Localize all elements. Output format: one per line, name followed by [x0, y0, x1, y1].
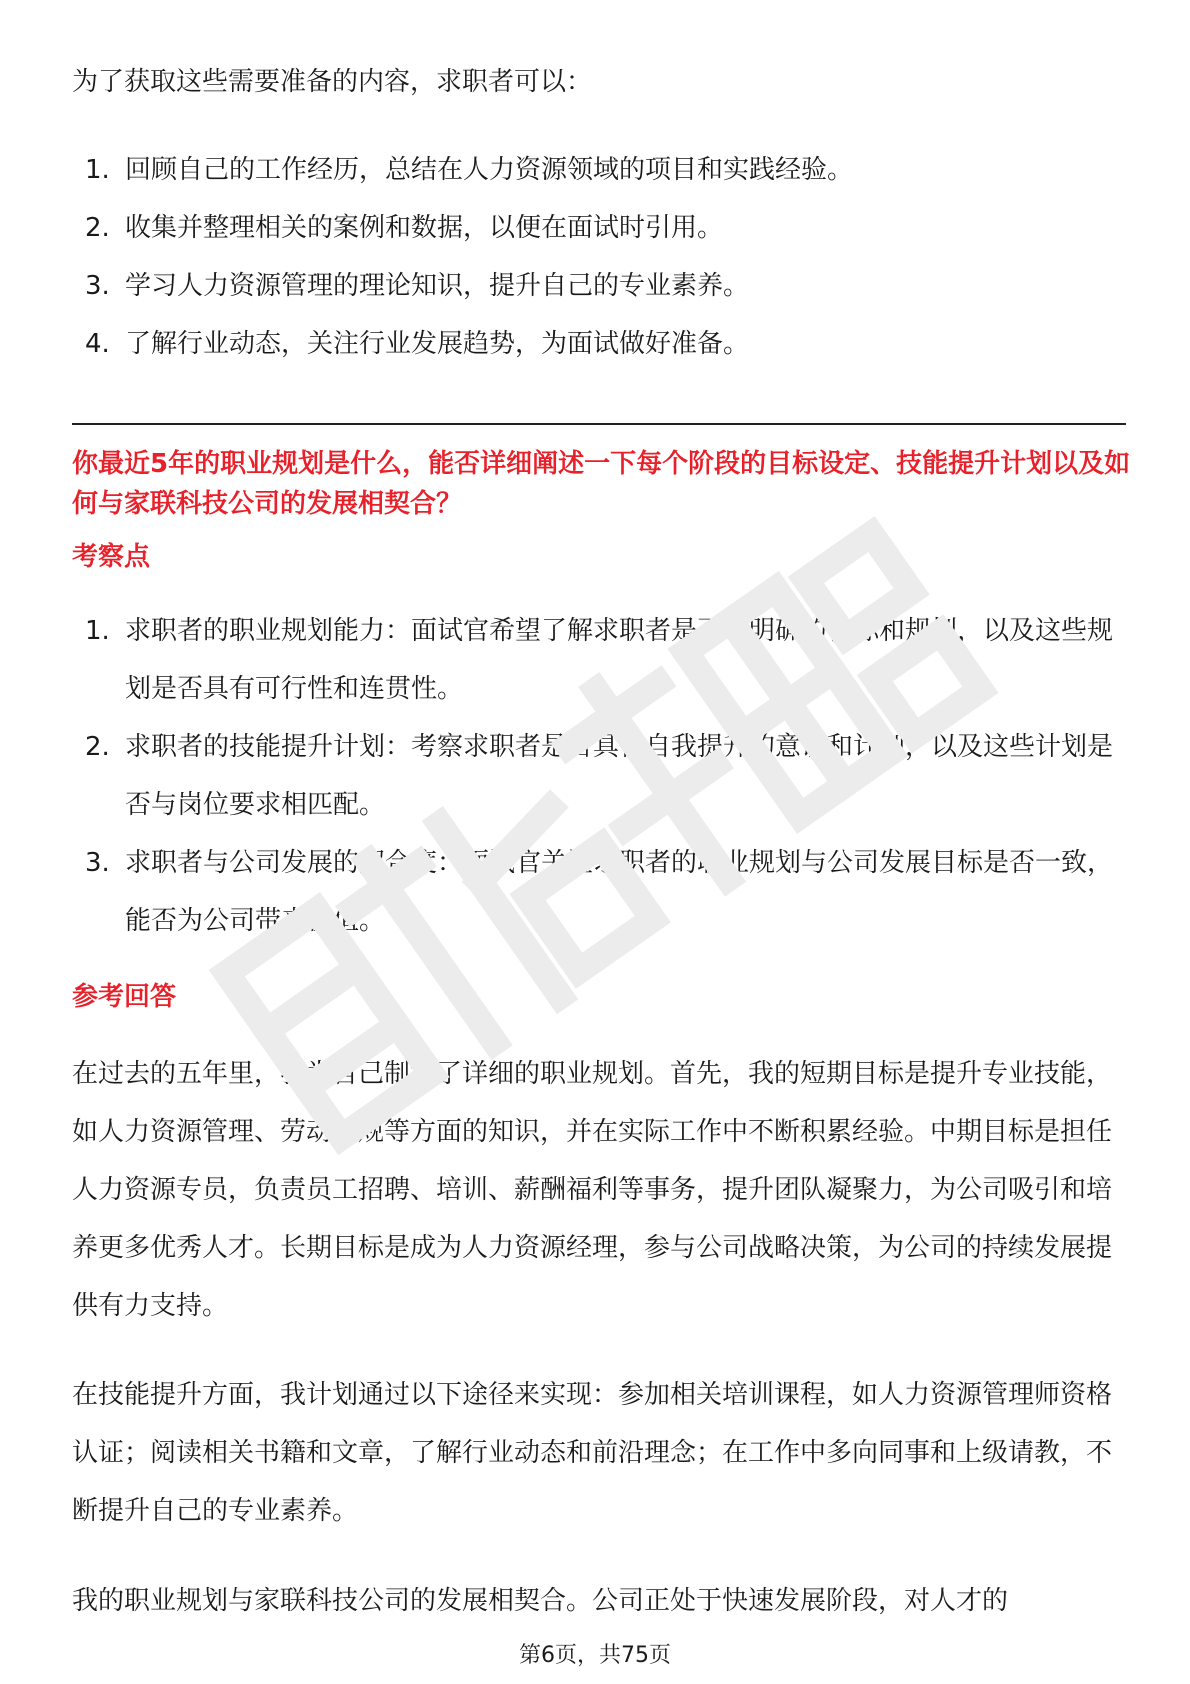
list-item [72, 257, 1132, 315]
list-text: 回顾自己的工作经历，总结在人力资源领域的项目和实践经验。 [125, 155, 854, 185]
list-number: 1. [85, 155, 110, 185]
question-heading: 你最近5年的职业规划是什么，能否详细阐述一下每个阶段的目标设定、技能提升计划以及如何与家联科技公司的发展相契合？ [72, 449, 1131, 519]
list-text: 了解行业动态，关注行业发展趋势，为面试做好准备。 [125, 329, 750, 359]
kaocha-heading: 考察点 [72, 542, 151, 572]
list-text: 求职者的职业规划能力：面试官希望了解求职者是否有明确的目标和规划，以及这些规划是否具有可行性和连贯性。 [125, 616, 1114, 704]
list-item [72, 834, 1132, 950]
list-number: 4. [85, 329, 110, 359]
list-number: 3. [85, 848, 110, 878]
list-number: 3. [85, 271, 110, 301]
page-footer: 第6页，共75页 [519, 1643, 671, 1668]
answer-paragraph: 我的职业规划与家联科技公司的发展相契合。公司正处于快速发展阶段，对人才的 [72, 1586, 1009, 1616]
list-text: 求职者的技能提升计划：考察求职者是否具备自我提升的意识和计划，以及这些计划是否与岗位要求相匹配。 [125, 732, 1114, 820]
intro-text: 为了获取这些需要准备的内容，求职者可以： [72, 67, 593, 97]
cankao-heading: 参考回答 [72, 982, 177, 1012]
list-item [72, 315, 1132, 373]
section-divider [72, 423, 1126, 425]
list-item [72, 718, 1132, 834]
list-item [72, 141, 1132, 199]
list-number: 2. [85, 213, 110, 243]
prep-list [72, 141, 1132, 373]
list-item [72, 602, 1132, 718]
kaocha-list [72, 602, 1132, 950]
list-text: 学习人力资源管理的理论知识，提升自己的专业素养。 [125, 271, 750, 301]
list-number: 2. [85, 732, 110, 762]
list-item [72, 199, 1132, 257]
answer-paragraph: 在过去的五年里，我为自己制定了详细的职业规划。首先，我的短期目标是提升专业技能，如人力资源管理、劳动法规等方面的知识，并在实际工作中不断积累经验。中期目标是担任人力资源专员，负责员工招聘、培训、薪酬福利等事务，提升团队凝聚力，为公司吸引和培养更多优秀人才。长期目标是成为人力资源经理，参与公司战略决策，为公司的持续发展提供有力支持。 [72, 1059, 1113, 1321]
list-number: 1. [85, 616, 110, 646]
list-text: 求职者与公司发展的契合度：面试官关注求职者的职业规划与公司发展目标是否一致，能否为公司带来价值。 [125, 848, 1114, 936]
list-text: 收集并整理相关的案例和数据，以便在面试时引用。 [125, 213, 724, 243]
answer-paragraph: 在技能提升方面，我计划通过以下途径来实现：参加相关培训课程，如人力资源管理师资格认证；阅读相关书籍和文章，了解行业动态和前沿理念；在工作中多向同事和上级请教，不断提升自己的专业素养。 [72, 1380, 1113, 1526]
